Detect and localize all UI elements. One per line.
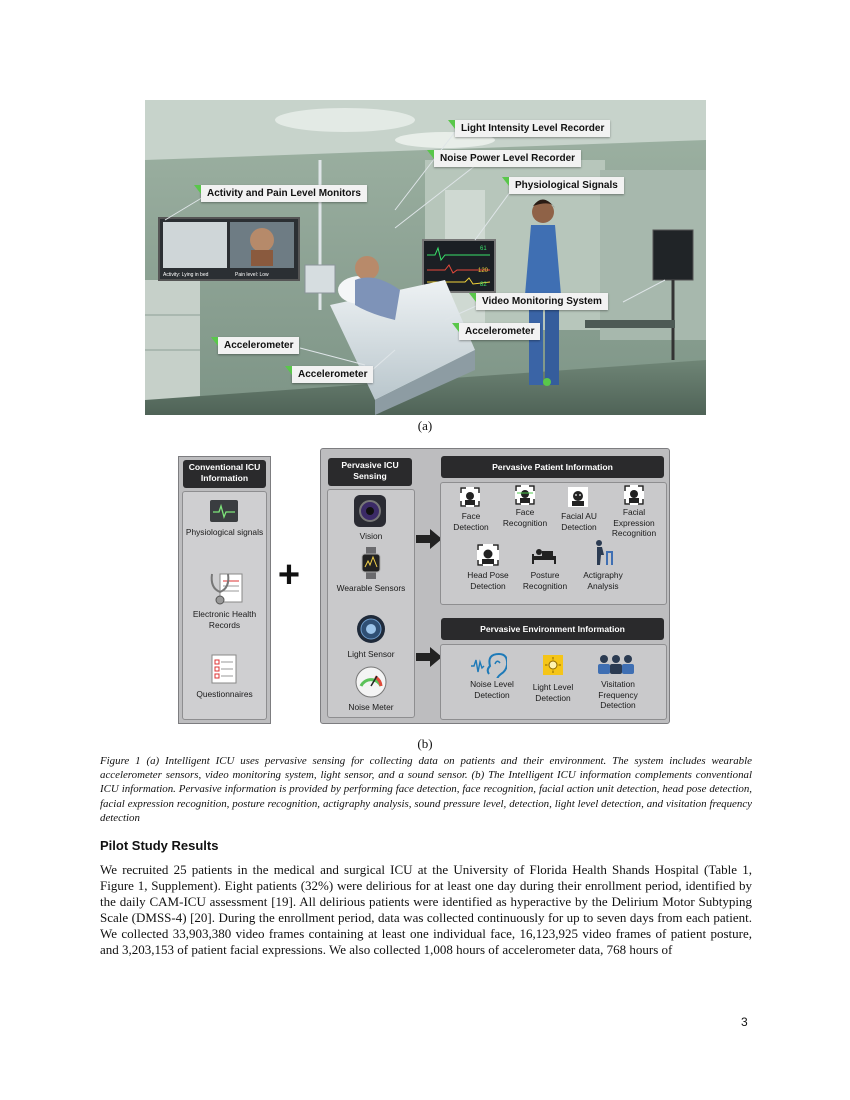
sensing-item-vision: Vision — [359, 531, 383, 541]
head-pose-icon — [477, 544, 499, 566]
environment-item-noise: Noise Level Detection — [470, 679, 514, 700]
monitor-value-2: 120 — [478, 268, 489, 274]
figure-a-icu-illustration — [145, 100, 706, 415]
monitor-value-1: 61 — [480, 246, 487, 252]
questionnaire-icon — [210, 654, 238, 684]
callout-light-intensity: Light Intensity Level Recorder — [455, 120, 610, 137]
arrow-to-patient-icon — [416, 529, 442, 549]
callout-accelerometer-arm: Accelerometer — [218, 337, 299, 354]
callout-activity-pain: Activity and Pain Level Monitors — [201, 185, 367, 202]
camera-icon — [354, 495, 386, 527]
figure-b-label: (b) — [417, 736, 433, 751]
ecg-monitor-icon — [210, 500, 238, 522]
patient-item-facial-au: Facial AU Detection — [561, 511, 597, 532]
screen-pain-text: Pain level: Low — [235, 272, 269, 278]
patient-item-posture: Posture Recognition — [522, 570, 568, 591]
environment-item-visitation: Visitation Frequency Detection — [598, 679, 638, 710]
actigraphy-walker-icon — [591, 539, 615, 567]
pervasive-sensing-box — [327, 489, 415, 718]
figure-caption: Figure 1 (a) Intelligent ICU uses pervasive sensing for collecting data on patients and their environment. The system includes wearable accelerometer sensors, video monitoring system, light sensor, and a sound sensor. (b) The Intelligent ICU information complements conventional ICU information. Pervasive information is provided by performing face detection, face recognition, facial action unit detection, head pose detection, facial expression recognition, posture recognition, actigraphy analysis, sound pressure level, detection, light level detection, and visitation frequency detection — [100, 755, 752, 824]
sensing-item-light: Light Sensor — [347, 649, 395, 659]
page-number: 3 — [741, 1015, 748, 1029]
conventional-icu-panel — [178, 456, 271, 724]
noise-meter-icon — [355, 666, 387, 698]
pervasive-sensing-title: Pervasive ICU Sensing — [328, 458, 412, 486]
environment-item-light: Light Level Detection — [532, 682, 574, 703]
ear-noise-icon — [471, 652, 507, 678]
sensing-item-noise: Noise Meter — [348, 702, 394, 712]
posture-bed-icon — [531, 544, 557, 564]
conventional-item-physiological: Physiological signals — [185, 527, 264, 537]
stethoscope-icon — [208, 572, 244, 606]
environment-info-box — [440, 644, 667, 720]
figure-b-diagram — [178, 455, 670, 723]
conventional-icu-title: Conventional ICU Information — [183, 460, 266, 488]
patient-info-title: Pervasive Patient Information — [441, 456, 664, 478]
facial-expression-icon — [624, 485, 644, 505]
body-paragraph: We recruited 25 patients in the medical and surgical ICU at the University of Florida Health Shands Hospital (Table 1, Figure 1, Supplement). Eight patients (32%) were delirious for at least one day during their enrollment period, identified by the daily CAM-ICU assessment [19]. All delirious patients were identified as hyperactive by the Delirium Motor Subtyping Scale (DMSS-4) [20]. During the enrollment period, data was collected continuously for up to seven days from each patient. We collected 33,903,380 video frames containing at least one individual face, 16,123,925 video frames of patient posture, and 3,203,153 of patient facial expressions. We also collected 1,008 hours of accelerometer data, 768 hours of — [100, 862, 752, 958]
monitor-value-3: 82 — [480, 282, 487, 288]
environment-info-title: Pervasive Environment Information — [441, 618, 664, 640]
section-heading: Pilot Study Results — [100, 838, 219, 853]
face-recognition-icon — [515, 485, 535, 505]
plus-sign: + — [277, 554, 301, 596]
smartwatch-icon — [361, 547, 381, 579]
callout-video-monitoring: Video Monitoring System — [476, 293, 608, 310]
callout-physiological-signals: Physiological Signals — [509, 177, 624, 194]
pervasive-system-panel — [320, 448, 670, 724]
visitors-icon — [596, 653, 636, 675]
callout-accelerometer-leg: Accelerometer — [292, 366, 373, 383]
patient-item-facial-expression: Facial Expression Recognition — [611, 507, 657, 538]
figure-a-label: (a) — [417, 418, 433, 433]
patient-item-face-detection: Face Detection — [453, 511, 489, 532]
patient-info-box — [440, 482, 667, 605]
screen-activity-text: Activity: Lying in bed — [163, 272, 209, 278]
face-detection-icon — [460, 487, 480, 507]
conventional-icu-box — [182, 491, 267, 720]
patient-item-face-recognition: Face Recognition — [502, 507, 548, 528]
patient-item-actigraphy: Actigraphy Analysis — [583, 570, 623, 591]
patient-item-head-pose: Head Pose Detection — [467, 570, 509, 591]
conventional-item-ehr: Electronic Health Records — [192, 609, 257, 630]
conventional-item-questionnaires: Questionnaires — [196, 689, 253, 699]
sensing-item-wearable: Wearable Sensors — [336, 583, 406, 593]
light-sensor-icon — [356, 614, 386, 644]
callout-noise-power: Noise Power Level Recorder — [434, 150, 581, 167]
icu-room-illustration — [145, 100, 706, 415]
sun-light-icon — [543, 655, 563, 675]
facial-au-icon — [568, 487, 588, 507]
callout-accelerometer-bed: Accelerometer — [459, 323, 540, 340]
arrow-to-environment-icon — [416, 647, 442, 667]
